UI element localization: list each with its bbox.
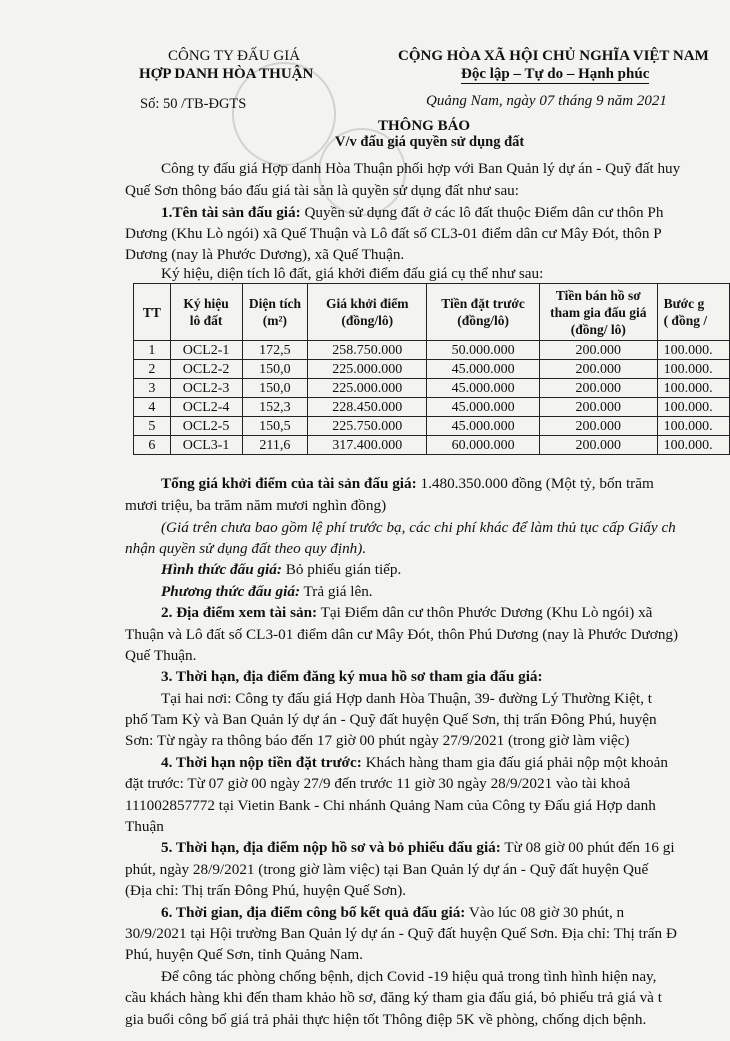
text-span: (m²) xyxy=(262,313,288,328)
text-span: 5. Thời hạn, địa điểm nộp hồ sơ và bỏ phiếu đấu giá: xyxy=(161,839,501,856)
table-cell: 5 xyxy=(134,417,171,436)
org-name: CÔNG TY ĐẤU GIÁ xyxy=(168,48,301,64)
table-cell: 200.000 xyxy=(540,379,658,398)
page-title: THÔNG BÁO xyxy=(378,118,471,134)
table-cell: OCL2-5 xyxy=(170,417,242,436)
table-cell: 100.000. xyxy=(657,398,729,417)
text-span: (đồng/ lô) xyxy=(570,321,626,337)
table-cell: OCL2-4 xyxy=(170,398,242,417)
section-1-heading: 1.Tên tài sản đấu giá: xyxy=(161,204,301,221)
text-span: Tại Điểm dân cư thôn Phước Dương (Khu Lò ngói) xã xyxy=(317,604,653,621)
price-note: (Giá trên chưa bao gồm lệ phí trước bạ, các chi phí khác để làm thủ tục cấp Giấy ch xyxy=(161,519,676,536)
table-row xyxy=(134,341,730,360)
table-cell: 3 xyxy=(134,379,171,398)
covid-line: cầu khách hàng khi đến tham khảo hồ sơ, đăng ký tham gia đấu giá, bỏ phiếu trả giá và t xyxy=(125,989,662,1006)
section-1-line: Dương (nay là Phước Dương), xã Quế Thuận. xyxy=(125,246,405,263)
section-2-line: Quế Thuận. xyxy=(125,647,197,664)
col-start-price xyxy=(308,284,427,341)
nation-motto: Độc lập – Tự do – Hạnh phúc xyxy=(461,66,650,82)
section-6-line: 30/9/2021 tại Hội trường Ban Quản lý dự án - Quỹ đất huyện Quế Sơn. Địa chỉ: Thị trấn Đ xyxy=(125,925,677,942)
col-tt: TT xyxy=(134,284,171,341)
table-cell: 50.000.000 xyxy=(427,341,540,360)
section-6-line xyxy=(161,903,624,923)
place-date: Quảng Nam, ngày 07 tháng 9 năm 2021 xyxy=(426,93,667,109)
table-cell: 60.000.000 xyxy=(427,436,540,455)
table-cell: 200.000 xyxy=(540,436,658,455)
table-row xyxy=(134,398,730,417)
table-cell: 211,6 xyxy=(242,436,308,455)
table-cell: 228.450.000 xyxy=(308,398,427,417)
section-5-line xyxy=(161,838,675,858)
intro-line: Công ty đấu giá Hợp danh Hòa Thuận phối hợp với Ban Quản lý dự án - Quỹ đất huy xyxy=(161,160,681,177)
text-span: Diện tích xyxy=(248,296,301,311)
text-span: ( đồng / xyxy=(663,313,708,328)
section-5-line: phút, ngày 28/9/2021 (trong giờ làm việc) tại Ban Quản lý dự án - Quỹ đất huyện Quế xyxy=(125,861,649,878)
table-cell: 225.750.000 xyxy=(308,417,427,436)
text-span: Tiền đặt trước xyxy=(441,296,525,311)
section-1-line: Ký hiệu, diện tích lô đất, giá khởi điểm đấu giá cụ thể như sau: xyxy=(161,265,544,282)
covid-line: gia buổi công bố giá trả phải thực hiện tốt Thông điệp 5K về phòng, chống dịch bệnh. xyxy=(125,1011,647,1028)
table-cell: 100.000. xyxy=(657,341,729,360)
table-cell: 150,0 xyxy=(242,360,308,379)
text-span: Bước g xyxy=(663,296,705,311)
table-cell: 225.000.000 xyxy=(308,379,427,398)
intro-line: Quế Sơn thông báo đấu giá tài sản là quyền sử dụng đất như sau: xyxy=(125,182,519,199)
text-span: tham gia đấu giá xyxy=(550,304,647,320)
section-3-line: Sơn: Từ ngày ra thông báo đến 17 giờ 00 phút ngày 27/9/2021 (trong giờ làm việc) xyxy=(125,732,630,749)
text-span: 6. Thời gian, địa điểm công bố kết quả đấu giá: xyxy=(161,904,466,921)
table-row xyxy=(134,417,730,436)
table-cell: OCL2-2 xyxy=(170,360,242,379)
section-5-line: (Địa chỉ: Thị trấn Đông Phú, huyện Quế Sơn). xyxy=(125,882,407,899)
text-span: (đồng/lô) xyxy=(341,313,394,328)
table-cell: 100.000. xyxy=(657,379,729,398)
table-cell: 100.000. xyxy=(657,417,729,436)
table-row xyxy=(134,360,730,379)
table-cell: 45.000.000 xyxy=(427,360,540,379)
table-cell: 225.000.000 xyxy=(308,360,427,379)
section-1-line: Dương (Khu Lò ngói) xã Quế Thuận và Lô đất số CL3-01 điểm dân cư Mây Đót, thôn P xyxy=(125,225,662,242)
text-span: Vào lúc 08 giờ 30 phút, n xyxy=(465,904,625,921)
text-span: Khách hàng tham gia đấu giá phải nộp một khoản xyxy=(361,754,668,771)
table-cell: 2 xyxy=(134,360,171,379)
table-cell: 172,5 xyxy=(242,341,308,360)
table-cell: 258.750.000 xyxy=(308,341,427,360)
section-3-heading: 3. Thời hạn, địa điểm đăng ký mua hồ sơ tham gia đấu giá: xyxy=(161,668,543,685)
table-cell: 6 xyxy=(134,436,171,455)
text-span: 4. Thời hạn nộp tiền đặt trước: xyxy=(161,754,362,771)
section-2-line: Thuận và Lô đất số CL3-01 điểm dân cư Mây Đót, thôn Phú Dương (nay là Phước Dương) xyxy=(125,626,679,643)
text-span: Hình thức đấu giá: xyxy=(161,561,282,578)
table-cell: 100.000. xyxy=(657,436,729,455)
lots-table xyxy=(133,283,730,455)
col-area xyxy=(242,284,308,341)
table-cell: 45.000.000 xyxy=(427,417,540,436)
total-text: 1.480.350.000 đồng (Một tỷ, bốn trăm xyxy=(416,475,654,492)
section-1-text: Quyền sử dụng đất ở các lô đất thuộc Điểm dân cư thôn Ph xyxy=(300,204,664,221)
text-span: Ký hiệu xyxy=(183,296,229,311)
text-span: Tiền bán hồ sơ xyxy=(555,287,641,303)
text-span: 2. Địa điểm xem tài sản: xyxy=(161,604,318,621)
section-3-line: phố Tam Kỳ và Ban Quản lý dự án - Quỹ đất huyện Quế Sơn, thị trấn Đông Phú, huyện xyxy=(125,711,657,728)
col-deposit xyxy=(427,284,540,341)
covid-line: Để công tác phòng chống bệnh, dịch Covid -19 hiệu quả trong tình hình hiện nay, xyxy=(161,968,657,985)
text-span: Bỏ phiếu gián tiếp. xyxy=(281,561,402,578)
total-line xyxy=(161,474,654,494)
doc-number: Số: 50 /TB-ĐGTS xyxy=(140,96,247,112)
total-line: mươi triệu, ba trăm năm mươi nghìn đồng) xyxy=(125,497,387,514)
section-6-line: Phú, huyện Quế Sơn, tỉnh Quảng Nam. xyxy=(125,946,363,963)
page-subtitle: V/v đấu giá quyền sử dụng đất xyxy=(335,134,525,150)
table-row xyxy=(134,379,730,398)
section-4-line: Thuận xyxy=(125,818,164,835)
col-fee xyxy=(540,284,658,341)
table-row xyxy=(134,436,730,455)
auction-form xyxy=(161,560,401,580)
table-cell: 100.000. xyxy=(657,360,729,379)
table-cell: OCL2-3 xyxy=(170,379,242,398)
table-cell: 200.000 xyxy=(540,398,658,417)
table-cell: 45.000.000 xyxy=(427,379,540,398)
section-2-line xyxy=(161,603,652,623)
col-step xyxy=(657,284,729,341)
table-cell: 150,0 xyxy=(242,379,308,398)
table-header-row xyxy=(134,284,730,341)
total-heading: Tổng giá khởi điểm của tài sản đấu giá: xyxy=(161,475,417,492)
section-4-line xyxy=(161,753,668,773)
text-span: Giá khởi điểm xyxy=(325,296,409,311)
table-cell: OCL3-1 xyxy=(170,436,242,455)
org-name-bold: HỢP DANH HÒA THUẬN xyxy=(139,66,314,82)
price-note: nhận quyền sử dụng đất theo quy định). xyxy=(125,540,367,557)
auction-method xyxy=(161,582,373,602)
table-cell: 200.000 xyxy=(540,417,658,436)
table-cell: 317.400.000 xyxy=(308,436,427,455)
table-cell: 1 xyxy=(134,341,171,360)
table-cell: 200.000 xyxy=(540,341,658,360)
text-span: lô đất xyxy=(189,313,223,328)
table-cell: 200.000 xyxy=(540,360,658,379)
section-3-line: Tại hai nơi: Công ty đấu giá Hợp danh Hòa Thuận, 39- đường Lý Thường Kiệt, t xyxy=(161,690,652,707)
text-span: Phương thức đấu giá: xyxy=(161,583,301,600)
section-1-line xyxy=(161,203,663,223)
table-cell: 152,3 xyxy=(242,398,308,417)
section-4-line: đặt trước: Từ 07 giờ 00 ngày 27/9 đến trước 11 giờ 30 ngày 28/9/2021 vào tài khoả xyxy=(125,775,631,792)
table-cell: OCL2-1 xyxy=(170,341,242,360)
text-span: Trả giá lên. xyxy=(300,583,373,600)
text-span: (đồng/lô) xyxy=(457,313,509,328)
table-cell: 4 xyxy=(134,398,171,417)
text-span: Từ 08 giờ 00 phút đến 16 gi xyxy=(500,839,675,856)
col-code xyxy=(170,284,242,341)
section-4-line: 111002857772 tại Vietin Bank - Chi nhánh Quảng Nam của Công ty Đấu giá Hợp danh xyxy=(125,797,656,814)
table-cell: 150,5 xyxy=(242,417,308,436)
table-cell: 45.000.000 xyxy=(427,398,540,417)
nation-name: CỘNG HÒA XÃ HỘI CHỦ NGHĨA VIỆT NAM xyxy=(398,48,709,64)
